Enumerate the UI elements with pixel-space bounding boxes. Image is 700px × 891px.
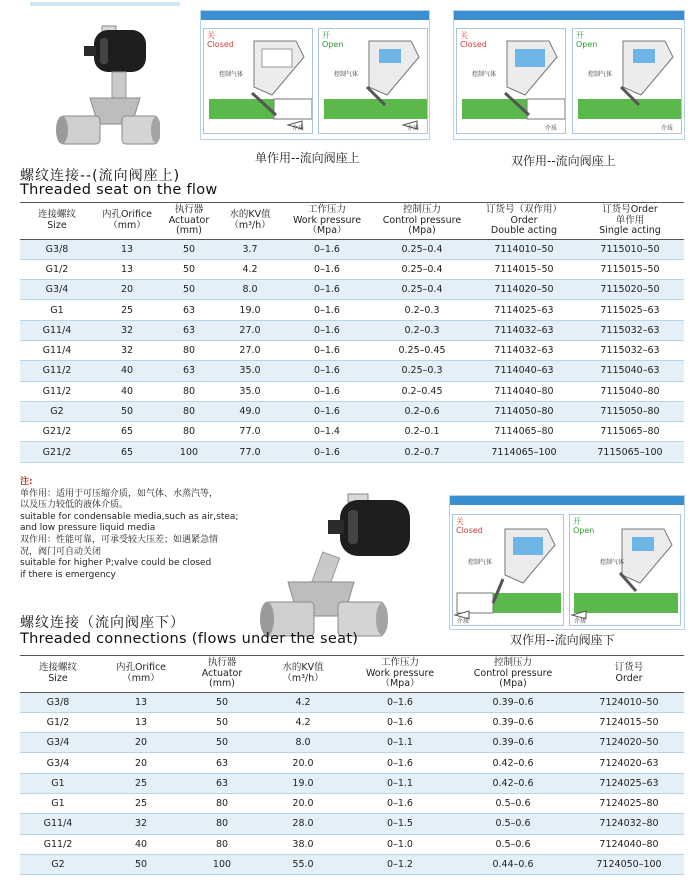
- note-line: if there is emergency: [20, 569, 116, 580]
- column-header-line: (Mpa): [499, 678, 527, 689]
- column-header-line: 水的KV值: [229, 209, 271, 221]
- column-header: [452, 656, 574, 693]
- table-cell: 0.25–0.4: [372, 280, 472, 300]
- table-cell: 77.0: [218, 422, 282, 442]
- table-cell: 7114032–63: [472, 340, 576, 360]
- table-cell: 25: [96, 773, 186, 793]
- table-cell: 7124010–50: [574, 692, 684, 712]
- column-header-line: Work pressure: [292, 214, 362, 226]
- table-cell: 0.25–0.45: [372, 340, 472, 360]
- column-header-line: （Mpa）: [380, 678, 420, 689]
- column-header-line: 连接螺纹: [38, 662, 77, 674]
- note-line: 况，阀门可自动关闭: [20, 546, 102, 557]
- column-header: [160, 203, 218, 240]
- notes-block: [20, 477, 265, 581]
- table-cell: 0–1.6: [282, 320, 372, 340]
- table-cell: 7124020–63: [574, 753, 684, 773]
- table-cell: 0.2–0.6: [372, 401, 472, 421]
- diagram-closed-double-top: 关 Closed 控制气体 介质: [456, 28, 566, 134]
- column-header-line: Size: [47, 219, 67, 231]
- column-header: [20, 203, 94, 240]
- table-cell: 25: [96, 793, 186, 813]
- valve-photo-top: [40, 20, 160, 155]
- column-header: [472, 203, 576, 240]
- table-cell: 80: [186, 814, 258, 834]
- table-cell: 0–1.6: [348, 712, 452, 732]
- top-decor: [0, 0, 700, 10]
- table-cell: G11/2: [20, 361, 94, 381]
- table-cell: 50: [186, 712, 258, 732]
- column-header-line: 工作压力: [380, 657, 419, 668]
- table-cell: 50: [186, 692, 258, 712]
- column-header-line: （mm）: [122, 672, 160, 684]
- table-cell: G1/2: [20, 259, 94, 279]
- table-cell: G3/8: [20, 239, 94, 259]
- column-header-line: Double acting: [490, 225, 558, 236]
- table-cell: 80: [186, 793, 258, 813]
- column-header: [372, 203, 472, 240]
- table-cell: 0–1.1: [348, 733, 452, 753]
- table-cell: 80: [160, 340, 218, 360]
- table-cell: 4.2: [258, 712, 348, 732]
- table-cell: G1/2: [20, 712, 96, 732]
- column-header-line: 执行器: [174, 204, 204, 215]
- note-line: 双作用：性能可靠，可承受较大压差；如遇紧急情: [20, 534, 219, 545]
- column-header-line: Order: [510, 214, 538, 226]
- table-row: [20, 814, 684, 834]
- column-header-line: (Mpa): [408, 225, 436, 236]
- column-header-line: 订货号: [614, 662, 644, 674]
- table-row: [20, 361, 684, 381]
- column-header: [218, 203, 282, 240]
- table-cell: 38.0: [258, 834, 348, 854]
- table-cell: G1: [20, 793, 96, 813]
- table-cell: 7115040–80: [576, 381, 684, 401]
- table-cell: 7115010–50: [576, 239, 684, 259]
- table-row: [20, 773, 684, 793]
- column-header-line: 连接螺纹: [37, 209, 76, 221]
- table-cell: 0.5–0.6: [452, 814, 574, 834]
- notes-head: 注:: [20, 477, 33, 487]
- table-cell: 0.25–0.4: [372, 239, 472, 259]
- note-line: 以及压力较低的液体介质。: [20, 500, 129, 511]
- table-cell: 0.2–0.7: [372, 442, 472, 462]
- table-cell: 63: [160, 361, 218, 381]
- table-cell: G11/2: [20, 834, 96, 854]
- table-cell: 19.0: [258, 773, 348, 793]
- table-cell: 63: [186, 753, 258, 773]
- column-header: [576, 203, 684, 240]
- table-cell: 7114015–50: [472, 259, 576, 279]
- table-cell: 7114010–50: [472, 239, 576, 259]
- column-header-line: Size: [48, 672, 68, 684]
- diagram-closed-double-bottom: 关 Closed 控制气体 介质: [452, 514, 564, 626]
- table-cell: 7114065–80: [472, 422, 576, 442]
- table-cell: 35.0: [218, 361, 282, 381]
- table-cell: 40: [96, 834, 186, 854]
- table-cell: 7114020–50: [472, 280, 576, 300]
- table-cell: G11/2: [20, 381, 94, 401]
- table-cell: 4.2: [218, 259, 282, 279]
- table-cell: G3/4: [20, 753, 96, 773]
- table-cell: 13: [94, 259, 160, 279]
- diagram-open-double-top: 开 Open 控制气体 介质: [572, 28, 682, 134]
- table-cell: 50: [160, 239, 218, 259]
- table-cell: 3.7: [218, 239, 282, 259]
- note-line: suitable for condensable media,such as air,stea;: [20, 511, 239, 522]
- table-cell: 0–1.6: [282, 300, 372, 320]
- table-cell: 32: [94, 320, 160, 340]
- table-cell: 0–1.2: [348, 854, 452, 874]
- table-cell: 0.2–0.3: [372, 300, 472, 320]
- column-header-line: (mm): [176, 225, 202, 236]
- table-row: [20, 692, 684, 712]
- diagram-closed-single-top: 关 Closed 控制气体 介质: [203, 28, 313, 134]
- table-cell: 27.0: [218, 340, 282, 360]
- table-cell: 13: [96, 692, 186, 712]
- table-cell: 0.42–0.6: [452, 773, 574, 793]
- table-cell: 20: [96, 733, 186, 753]
- table-cell: 50: [160, 259, 218, 279]
- table-cell: G21/2: [20, 422, 94, 442]
- section2-title-cn: 螺纹连接（流向阀座下）: [20, 615, 185, 631]
- table-row: [20, 793, 684, 813]
- table-cell: 0–1.4: [282, 422, 372, 442]
- table-cell: 0.2–0.3: [372, 320, 472, 340]
- table-cell: G11/4: [20, 340, 94, 360]
- column-header-line: 控制压力: [493, 657, 532, 668]
- column-header: [94, 203, 160, 240]
- table-cell: 80: [160, 381, 218, 401]
- table-cell: 13: [94, 239, 160, 259]
- column-header-line: （mm）: [108, 219, 146, 231]
- caption-double-top: 双作用--流向阀座上: [511, 154, 616, 168]
- table-row: [20, 259, 684, 279]
- column-header-line: Work pressure: [365, 667, 435, 679]
- table-cell: 0.25–0.3: [372, 361, 472, 381]
- caption-single-top: 单作用--流向阀座上: [255, 151, 360, 165]
- table-cell: 50: [96, 854, 186, 874]
- column-header: [574, 656, 684, 693]
- column-header-line: 工作压力: [307, 204, 346, 215]
- table-cell: 0–1.6: [282, 401, 372, 421]
- table-cell: 7115025–63: [576, 300, 684, 320]
- spec-table-flow-under-seat: [20, 655, 684, 875]
- column-header-line: Order: [615, 672, 643, 684]
- table-cell: 7124025–80: [574, 793, 684, 813]
- table-cell: 0–1.6: [282, 361, 372, 381]
- table-cell: 65: [94, 442, 160, 462]
- table-cell: 19.0: [218, 300, 282, 320]
- table-cell: 7115015–50: [576, 259, 684, 279]
- table-row: [20, 733, 684, 753]
- spec-table-flow-on-seat: [20, 202, 684, 463]
- note-line: suitable for higher P;valve could be closed: [20, 558, 212, 569]
- column-header-line: 水的KV值: [282, 662, 324, 674]
- table-cell: 7124032–80: [574, 814, 684, 834]
- table-cell: 50: [186, 733, 258, 753]
- table-cell: 0.42–0.6: [452, 753, 574, 773]
- table-row: [20, 854, 684, 874]
- table-cell: 0.5–0.6: [452, 834, 574, 854]
- table-cell: 0–1.6: [282, 259, 372, 279]
- table-cell: 20.0: [258, 753, 348, 773]
- column-header: [348, 656, 452, 693]
- table-row: [20, 320, 684, 340]
- table-cell: G1: [20, 300, 94, 320]
- table-cell: 40: [94, 381, 160, 401]
- table-cell: 80: [186, 834, 258, 854]
- section2-title-en: Threaded connections (flows under the seat): [20, 631, 359, 647]
- column-header: [258, 656, 348, 693]
- table-cell: 63: [186, 773, 258, 793]
- column-header-line: （m³/h）: [229, 219, 271, 231]
- note-line: and low pressure liquid media: [20, 523, 156, 534]
- column-header-line: Actuator: [168, 214, 210, 226]
- table-cell: G2: [20, 854, 96, 874]
- table-cell: 25: [94, 300, 160, 320]
- column-header-line: Single acting: [599, 225, 661, 236]
- table-cell: G3/4: [20, 733, 96, 753]
- column-header-line: 订货号Order: [602, 204, 658, 215]
- table-row: [20, 422, 684, 442]
- table-cell: 0–1.6: [282, 280, 372, 300]
- table-cell: 13: [96, 712, 186, 732]
- table-cell: 0.2–0.45: [372, 381, 472, 401]
- table-cell: 0–1.0: [348, 834, 452, 854]
- table-cell: 0.39–0.6: [452, 692, 574, 712]
- table-cell: 63: [160, 320, 218, 340]
- column-header: [20, 656, 96, 693]
- column-header-line: (mm): [209, 678, 235, 689]
- table-row: [20, 300, 684, 320]
- table-cell: 7115032–63: [576, 340, 684, 360]
- table-cell: 28.0: [258, 814, 348, 834]
- table-row: [20, 239, 684, 259]
- table-row: [20, 340, 684, 360]
- table-cell: G3/4: [20, 280, 94, 300]
- table-cell: 7124020–50: [574, 733, 684, 753]
- table-cell: 7114032–63: [472, 320, 576, 340]
- table-cell: 7124040–80: [574, 834, 684, 854]
- table-cell: 7115040–63: [576, 361, 684, 381]
- table-cell: G11/4: [20, 320, 94, 340]
- diagram-open-single-top: 开 Open 控制气体 介质: [318, 28, 428, 134]
- column-header-line: Control pressure: [473, 667, 553, 679]
- table-cell: 7114025–63: [472, 300, 576, 320]
- table-cell: 7124025–63: [574, 773, 684, 793]
- table-cell: 7115050–80: [576, 401, 684, 421]
- table-row: [20, 401, 684, 421]
- table-cell: 0.39–0.6: [452, 712, 574, 732]
- table-cell: G1: [20, 773, 96, 793]
- table-row: [20, 381, 684, 401]
- table-cell: 55.0: [258, 854, 348, 874]
- table-cell: 0.44–0.6: [452, 854, 574, 874]
- table-cell: 8.0: [258, 733, 348, 753]
- table-cell: 7124015–50: [574, 712, 684, 732]
- table-row: [20, 834, 684, 854]
- table-cell: 0.2–0.1: [372, 422, 472, 442]
- table-cell: 7115020–50: [576, 280, 684, 300]
- column-header-line: Control pressure: [382, 214, 462, 226]
- column-header-line: 内孔Orifice: [115, 662, 167, 674]
- table-cell: 80: [160, 401, 218, 421]
- table-cell: 100: [160, 442, 218, 462]
- table-cell: 4.2: [258, 692, 348, 712]
- table-cell: 0–1.6: [282, 381, 372, 401]
- table-cell: 35.0: [218, 381, 282, 401]
- table-cell: 49.0: [218, 401, 282, 421]
- table-cell: 7115065–80: [576, 422, 684, 442]
- table-cell: 0–1.6: [348, 753, 452, 773]
- table-cell: 0–1.6: [282, 442, 372, 462]
- column-header-line: 执行器: [207, 657, 237, 668]
- table-row: [20, 712, 684, 732]
- table-cell: 32: [94, 340, 160, 360]
- column-header: [96, 656, 186, 693]
- table-cell: 0–1.6: [348, 692, 452, 712]
- table-cell: G21/2: [20, 442, 94, 462]
- table-cell: 32: [96, 814, 186, 834]
- caption-double-bottom: 双作用--流向阀座下: [510, 633, 615, 647]
- table-cell: 7114040–80: [472, 381, 576, 401]
- table-cell: 50: [160, 280, 218, 300]
- column-header-line: 内孔Orifice: [101, 209, 153, 221]
- table-cell: 20: [96, 753, 186, 773]
- table-cell: 0.39–0.6: [452, 733, 574, 753]
- column-header-line: 单作用: [615, 214, 645, 226]
- table-cell: G11/4: [20, 814, 96, 834]
- table-cell: 0–1.1: [348, 773, 452, 793]
- table-cell: 8.0: [218, 280, 282, 300]
- table-cell: 0–1.6: [348, 793, 452, 813]
- table-cell: 77.0: [218, 442, 282, 462]
- table-cell: 40: [94, 361, 160, 381]
- column-header: [282, 203, 372, 240]
- table-cell: 7114065–100: [472, 442, 576, 462]
- table-cell: 0.25–0.4: [372, 259, 472, 279]
- column-header: [186, 656, 258, 693]
- table-cell: 7114050–80: [472, 401, 576, 421]
- table-cell: 65: [94, 422, 160, 442]
- section1-title-en: Threaded seat on the flow: [20, 182, 218, 198]
- table-cell: 63: [160, 300, 218, 320]
- table-cell: 7114040–63: [472, 361, 576, 381]
- table-cell: 7115032–63: [576, 320, 684, 340]
- table-cell: 20.0: [258, 793, 348, 813]
- column-header-line: （m³/h）: [282, 672, 324, 684]
- table-cell: 100: [186, 854, 258, 874]
- table-cell: G3/8: [20, 692, 96, 712]
- valve-photo-bottom: [258, 490, 418, 640]
- table-cell: 0–1.6: [282, 340, 372, 360]
- column-header-line: 订货号（双作用）: [485, 204, 562, 215]
- note-line: 单作用：适用于可压缩介质，如气体、水蒸汽等，: [20, 488, 219, 499]
- table-cell: 80: [160, 422, 218, 442]
- column-header-line: （Mpa）: [307, 225, 347, 236]
- table-row: [20, 442, 684, 462]
- table-cell: G2: [20, 401, 94, 421]
- table-cell: 7115065–100: [576, 442, 684, 462]
- column-header-line: 控制压力: [402, 204, 441, 215]
- diagram-open-double-bottom: 开 Open 控制气体 介质: [569, 514, 681, 626]
- table-cell: 20: [94, 280, 160, 300]
- table-cell: 7124050–100: [574, 854, 684, 874]
- table-cell: 50: [94, 401, 160, 421]
- table-row: [20, 280, 684, 300]
- table-row: [20, 753, 684, 773]
- table-cell: 27.0: [218, 320, 282, 340]
- table-cell: 0–1.6: [282, 239, 372, 259]
- table-cell: 0–1.5: [348, 814, 452, 834]
- column-header-line: Actuator: [201, 667, 243, 679]
- section1-title-cn: 螺纹连接--(流向阀座上): [20, 168, 181, 184]
- table-cell: 0.5–0.6: [452, 793, 574, 813]
